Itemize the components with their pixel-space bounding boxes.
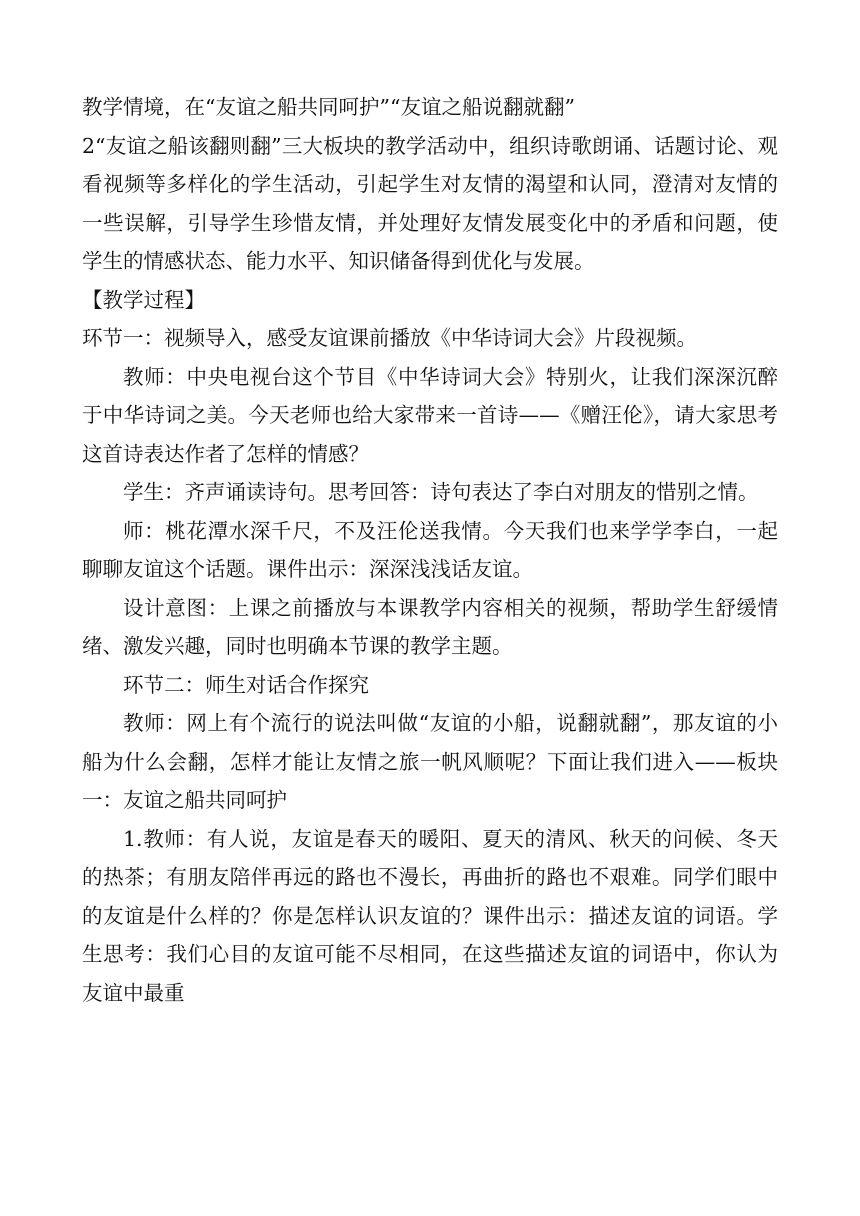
paragraph-design-intent: 设计意图：上课之前播放与本课教学内容相关的视频，帮助学生舒缓情绪、激发兴趣，同时也明确本节课的教学主题。 (82, 595, 778, 658)
paragraph-activities-summary: 2“友谊之船该翻则翻”三大板块的教学活动中，组织诗歌朗诵、话题讨论、观看视频等多样化的学生活动，引起学生对友情的渴望和认同，澄清对友情的一些误解，引导学生珍惜友情，并处理好友情发展变化中的矛盾和问题，使学生的情感状态、能力水平、知识储备得到优化与发展。 (82, 133, 778, 273)
paragraph-context-intro: 教学情境，在“友谊之船共同呵护”“友谊之船说翻就翻” (82, 95, 575, 119)
paragraph-teacher-topic: 师：桃花潭水深千尺，不及汪伦送我情。今天我们也来学学李白，一起聊聊友谊这个话题。课件出示：深深浅浅话友谊。 (82, 518, 778, 581)
paragraph-student-recitation: 学生：齐声诵读诗句。思考回答：诗句表达了李白对朋友的惜别之情。 (123, 480, 759, 504)
paragraph-teacher-boat-question: 教师：网上有个流行的说法叫做“友谊的小船，说翻就翻”，那友谊的小船为什么会翻，怎样才能让友情之旅一帆风顺呢？下面让我们进入——板块一：友谊之船共同呵护 (82, 711, 778, 812)
section-heading-teaching-process: 【教学过程】 (82, 287, 205, 312)
paragraph-teacher-poem-intro: 教师：中央电视台这个节目《中华诗词大会》特别火，让我们深深沉醉于中华诗词之美。今天老师也给大家带来一首诗——《赠汪伦》，请大家思考这首诗表达作者了怎样的情感？ (82, 364, 778, 466)
paragraph-step-one-title: 环节一：视频导入，感受友谊课前播放《中华诗词大会》片段视频。 (82, 326, 697, 350)
paragraph-step-two-title: 环节二：师生对话合作探究 (123, 672, 369, 697)
document-page (82, 88, 778, 1012)
paragraph-friendship-description: 1.教师：有人说，友谊是春天的暖阳、夏天的清风、秋天的问候、冬天的热茶；有朋友陪伴再远的路也不漫长，再曲折的路也不艰难。同学们眼中的友谊是什么样的？你是怎样认识友谊的？课件出示：描述友谊的词语。学生思考：我们心目的友谊可能不尽相同，在这些描述友谊的词语中，你认为友谊中最重 (82, 826, 778, 1005)
